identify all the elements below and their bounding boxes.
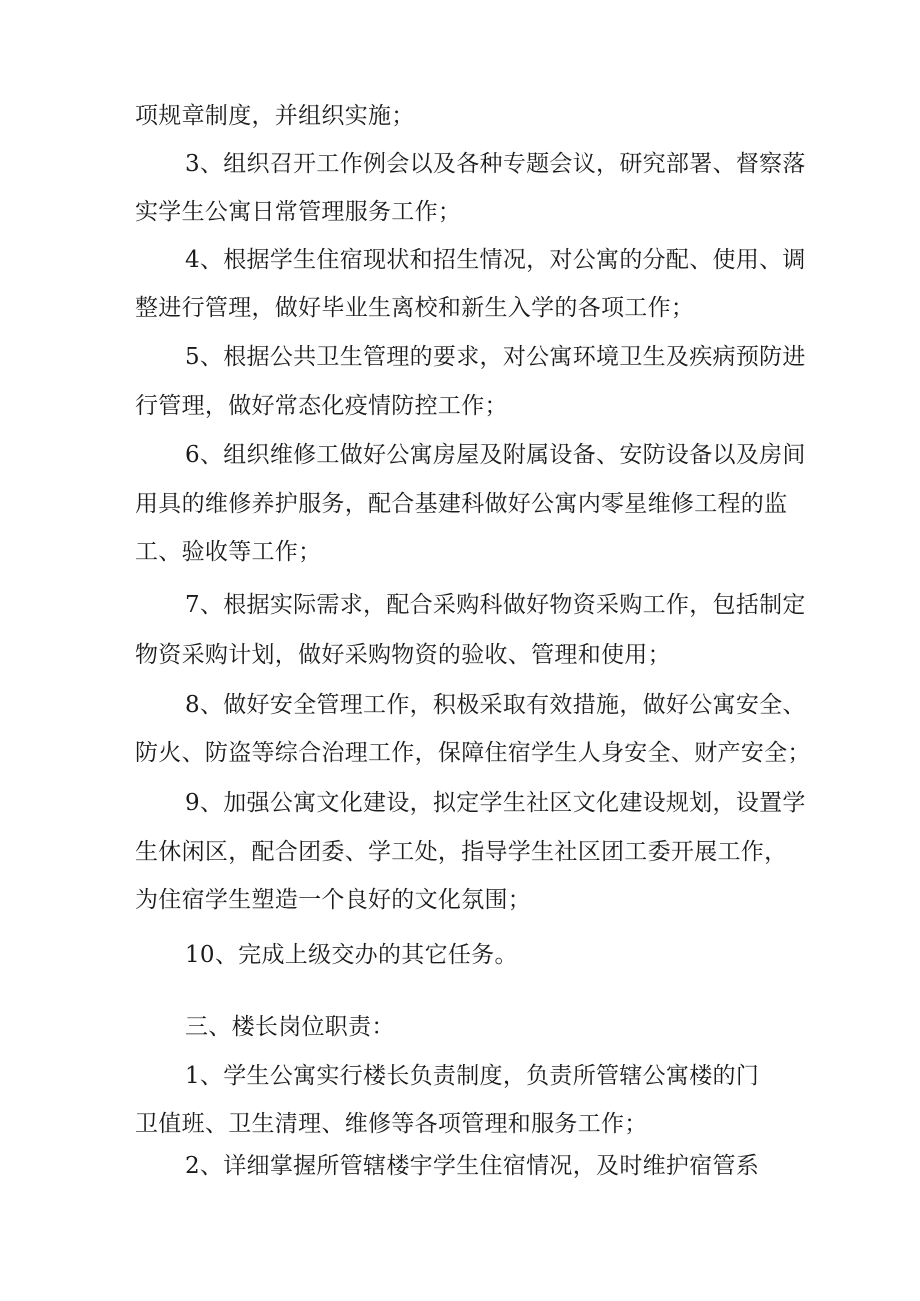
text-line: 3、组织召开工作例会以及各种专题会议，研究部署、督察落	[185, 151, 806, 177]
text-line: 工、验收等工作；	[135, 539, 322, 565]
text-line: 实学生公寓日常管理服务工作；	[135, 199, 462, 225]
section-heading: 三、楼长岗位职责：	[185, 1014, 395, 1040]
text-line: 5、根据公共卫生管理的要求，对公寓环境卫生及疾病预防进	[185, 344, 806, 370]
text-line: 为住宿学生塑造一个良好的文化氛围；	[135, 887, 532, 913]
text-line: 9、加强公寓文化建设，拟定学生社区文化建设规划，设置学	[185, 790, 806, 816]
text-line: 生休闲区，配合团委、学工处，指导学生社区团工委开展工作，	[135, 839, 788, 865]
text-line: 物资采购计划，做好采购物资的验收、管理和使用；	[135, 642, 671, 668]
text-line: 8、做好安全管理工作，积极采取有效措施，做好公寓安全、	[185, 692, 806, 718]
text-line: 防火、防盗等综合治理工作，保障住宿学生人身安全、财产安全；	[135, 740, 811, 766]
text-line: 7、根据实际需求，配合采购科做好物资采购工作，包括制定	[185, 592, 806, 618]
text-line: 项规章制度，并组织实施；	[135, 103, 415, 129]
text-line: 卫值班、卫生清理、维修等各项管理和服务工作；	[135, 1111, 648, 1137]
text-line: 6、组织维修工做好公寓房屋及附属设备、安防设备以及房间	[185, 442, 806, 468]
text-line: 2、详细掌握所管辖楼宇学生住宿情况，及时维护宿管系	[185, 1153, 760, 1179]
text-line: 行管理，做好常态化疫情防控工作；	[135, 393, 508, 419]
text-line: 10、完成上级交办的其它任务。	[185, 942, 518, 968]
text-line: 用具的维修养护服务，配合基建科做好公寓内零星维修工程的监	[135, 491, 788, 517]
text-line: 1、学生公寓实行楼长负责制度，负责所管辖公寓楼的门	[185, 1063, 760, 1089]
text-line: 4、根据学生住宿现状和招生情况，对公寓的分配、使用、调	[185, 247, 806, 273]
text-line: 整进行管理，做好毕业生离校和新生入学的各项工作；	[135, 295, 695, 321]
